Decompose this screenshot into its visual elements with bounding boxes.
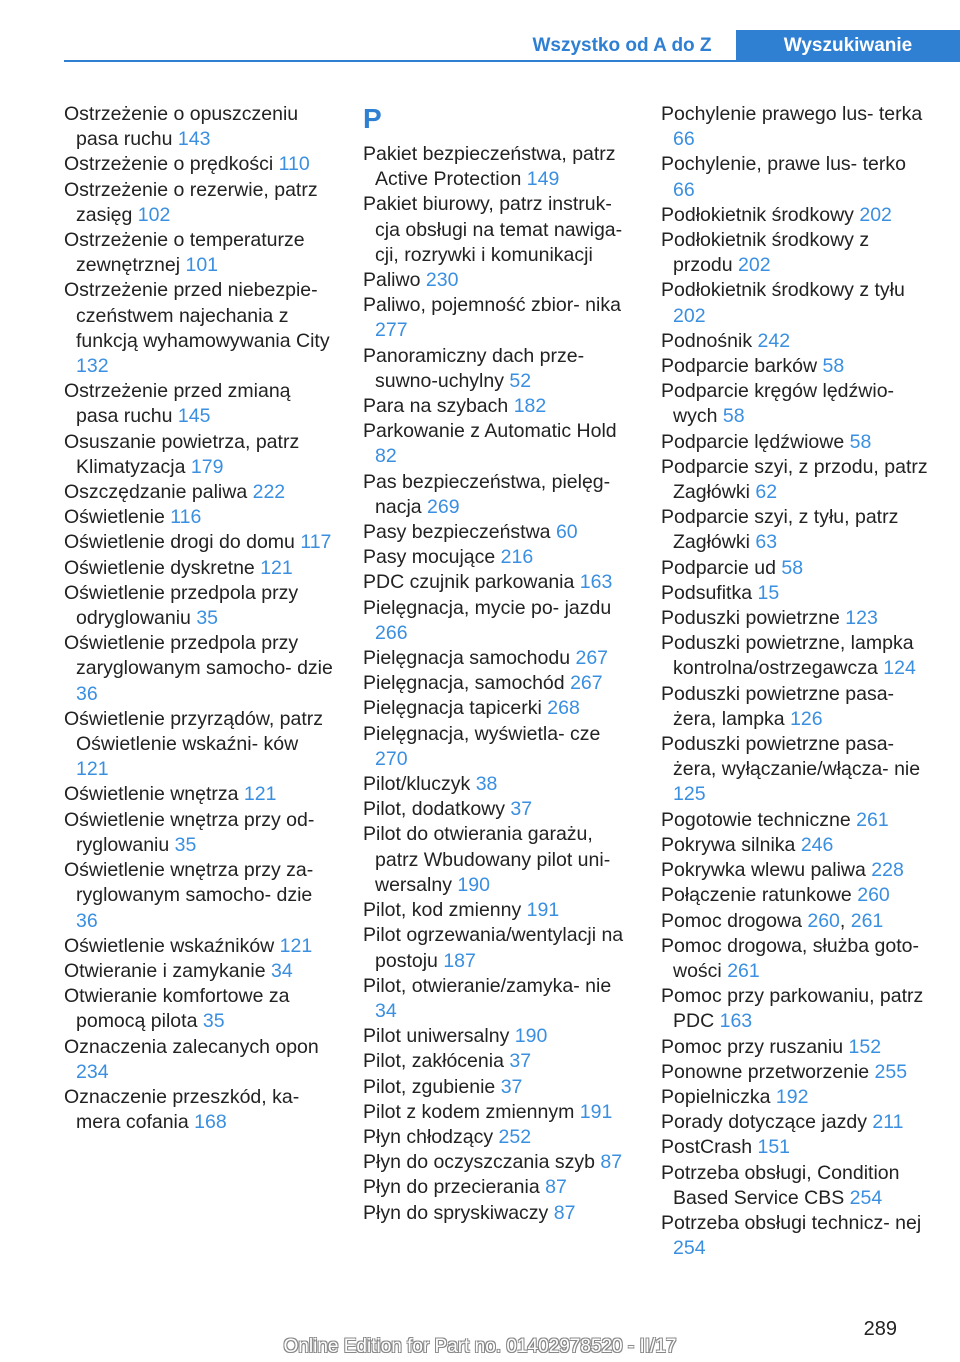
index-entry-text: Parkowanie z Automatic Hold — [363, 420, 617, 443]
page-reference-link[interactable]: 124 — [883, 657, 916, 680]
page-reference-link[interactable]: 202 — [738, 254, 771, 277]
index-entry-text: Pilot, dodatkowy — [363, 798, 505, 821]
index-entry-text: Oświetlenie wnętrza przy za‐ ryglowanym samocho‐ dzie — [64, 859, 314, 907]
index-entry — [363, 268, 635, 293]
index-entry-text: Pomoc przy parkowaniu, patrz PDC — [661, 985, 924, 1033]
index-entry-text: Oświetlenie przedpola przy zaryglowanym samocho‐ dzie — [64, 632, 333, 680]
page-reference-link[interactable]: 121 — [260, 556, 293, 579]
index-entry-text: Oświetlenie — [64, 506, 165, 529]
index-entry-text: Płyn do przecierania — [363, 1176, 540, 1199]
index-entry-text: Płyn chłodzący — [363, 1125, 494, 1148]
index-entry-text: Oświetlenie wskaźników — [64, 934, 275, 957]
index-entry-text: Pilot z kodem zmiennym — [363, 1100, 575, 1123]
index-column-1 — [64, 102, 336, 1135]
index-entry-text: Paliwo, pojemność zbior‐ nika — [363, 294, 621, 317]
index-entry — [661, 430, 933, 455]
page-reference-link[interactable]: 191 — [579, 1100, 613, 1123]
index-entry — [363, 344, 635, 394]
page-reference-link[interactable]: 132 — [76, 355, 109, 378]
index-entry-text: Potrzeba obsługi, Condition Based Service CBS — [661, 1161, 900, 1209]
page-reference-link[interactable]: 261 — [856, 808, 889, 831]
index-entry — [661, 1161, 933, 1211]
index-entry-text: Podłokietnik środkowy z tyłu — [661, 279, 905, 302]
page-reference-link[interactable]: 261 — [727, 959, 760, 982]
index-entry-text: Para na szybach — [363, 395, 509, 418]
page-reference-link[interactable]: 126 — [790, 707, 823, 730]
index-entry-text: Otwieranie komfortowe za pomocą pilota — [64, 985, 290, 1033]
page-number: 289 — [863, 1318, 897, 1340]
page-reference-link[interactable]: 121 — [76, 758, 109, 781]
index-entry-text: Pomoc przy ruszaniu — [661, 1035, 844, 1058]
index-entry-text: Poduszki powietrzne pasa‐ żera, lampka — [661, 682, 895, 730]
page-reference-link[interactable]: 202 — [673, 304, 706, 327]
index-entry — [363, 646, 635, 671]
index-entry-text: Pilot, zakłócenia — [363, 1050, 504, 1073]
index-entry — [363, 142, 635, 192]
page-reference-link[interactable]: 34 — [375, 999, 397, 1022]
page-reference-link[interactable]: 254 — [849, 1186, 883, 1209]
index-entry-text: Pakiet biurowy, patrz instruk‐ cja obsługi na temat nawiga‐ cji, rozrywki i komunikacji — [363, 193, 623, 266]
index-entry-text: Pielęgnacja, samochód — [363, 672, 565, 695]
page-header — [0, 0, 960, 60]
page-reference-link[interactable]: 66 — [673, 178, 695, 201]
index-entry — [661, 278, 933, 328]
index-entry-text: Poduszki powietrzne, lampka kontrolna/ostrzegawcza — [661, 632, 914, 680]
index-entry — [661, 379, 933, 429]
index-entry-text: Otwieranie i zamykanie — [64, 959, 266, 982]
index-entry — [64, 505, 336, 530]
index-entry — [363, 822, 635, 898]
page-reference-link[interactable]: 255 — [874, 1060, 908, 1083]
page-reference-link[interactable]: 116 — [170, 506, 202, 529]
index-entry — [661, 455, 933, 505]
index-entry — [64, 782, 336, 807]
page-reference-link[interactable]: 52 — [509, 369, 532, 392]
index-entry — [661, 631, 933, 681]
page-reference-link[interactable]: 192 — [775, 1085, 809, 1108]
section-tab-a-to-z[interactable]: Wszystko od A do Z — [532, 34, 712, 56]
index-column-2 — [363, 102, 635, 1226]
index-entry — [661, 152, 933, 202]
index-entry — [363, 293, 635, 343]
index-entry — [64, 858, 336, 934]
index-entry-text: Podparcie barków — [661, 355, 818, 378]
index-entry: Pomoc drogowa 260, 261 — [661, 909, 884, 932]
index-entry-text: Podparcie ud — [661, 556, 776, 579]
page-reference-link[interactable]: 102 — [137, 203, 171, 226]
index-entry — [661, 1110, 933, 1135]
index-entry-text: Osuszanie powietrza, patrz Klimatyzacja — [64, 430, 300, 478]
page-reference-link[interactable]: 62 — [755, 481, 778, 504]
index-entry — [661, 984, 933, 1034]
index-entry — [661, 934, 933, 984]
page-reference-link[interactable]: 38 — [475, 773, 498, 796]
index-entry-text: Podparcie szyi, z przodu, patrz Zagłówki — [661, 455, 928, 504]
index-entry — [363, 1125, 635, 1150]
index-entry — [363, 545, 635, 570]
page-reference-link[interactable]: 36 — [76, 909, 98, 932]
index-entry — [363, 470, 635, 520]
index-entry — [363, 671, 635, 696]
page-reference-link[interactable]: 87 — [553, 1201, 576, 1224]
index-entry — [363, 923, 635, 973]
index-entry-text: Pielęgnacja, wyświetla‐ cze — [363, 722, 601, 745]
index-entry-text: Poduszki powietrzne — [661, 607, 840, 630]
page-reference-link[interactable]: 35 — [196, 607, 219, 630]
index-entry — [363, 1024, 635, 1049]
index-entry-text: Płyn do spryskiwaczy — [363, 1201, 549, 1224]
index-column-3 — [661, 102, 933, 1261]
page-reference-link[interactable]: 261 — [850, 909, 884, 932]
index-entry-text: Oznaczenia zalecanych opon — [64, 1035, 319, 1058]
index-entry — [661, 682, 933, 732]
page-reference-link[interactable]: 187 — [443, 949, 476, 972]
index-entry — [661, 1211, 933, 1261]
index-entry-text: Ostrzeżenie o prędkości — [64, 153, 274, 176]
index-entry — [64, 1085, 336, 1135]
index-entry-text: Pas bezpieczeństwa, pielęg‐ nacja — [363, 470, 611, 518]
page-reference-link[interactable]: 63 — [755, 531, 778, 554]
index-entry-text: Podparcie szyi, z tyłu, patrz Zagłówki — [661, 506, 899, 554]
index-entry-text: PostCrash — [661, 1136, 753, 1159]
index-entry-text: Podłokietnik środkowy z przodu — [661, 229, 870, 277]
index-entry-text: Pilot ogrzewania/wentylacji na postoju — [363, 924, 624, 972]
page-reference-link[interactable]: 145 — [177, 405, 211, 428]
page-reference-link[interactable]: 125 — [673, 783, 706, 806]
index-entry-text: Oświetlenie przyrządów, patrz Oświetlenie wskaźni‐ ków — [64, 707, 324, 756]
index-entry-text: Poduszki powietrzne pasa‐ żera, wyłączanie/włącza‐ nie — [661, 733, 921, 781]
index-entry-text: Podparcie kręgów lędźwio‐ wych — [661, 380, 895, 428]
page-reference-link[interactable]: 266 — [375, 621, 408, 644]
index-entry — [363, 596, 635, 646]
page-reference-link[interactable]: 254 — [673, 1237, 706, 1260]
index-entry-text: Podnośnik — [661, 329, 753, 352]
page-reference-link[interactable]: 143 — [177, 128, 211, 151]
index-entry — [661, 556, 933, 581]
index-entry — [363, 419, 635, 469]
page-reference-link[interactable]: 37 — [509, 1050, 532, 1073]
index-entry — [64, 480, 336, 505]
index-entry — [363, 722, 635, 772]
index-entry — [363, 898, 635, 923]
page-reference-link[interactable]: 66 — [673, 128, 695, 151]
index-entry — [661, 1085, 933, 1110]
index-entry — [661, 833, 933, 858]
page-reference-link[interactable]: 234 — [76, 1060, 109, 1083]
index-entry — [661, 1060, 933, 1085]
index-entry — [363, 1075, 635, 1100]
index-entry-text: Pielęgnacja samochodu — [363, 647, 571, 670]
page-reference-link[interactable]: 260 — [857, 884, 890, 907]
index-entry-text: Paliwo — [363, 269, 421, 292]
page-reference-link[interactable]: 190 — [514, 1025, 548, 1048]
page-reference-link[interactable]: 242 — [757, 329, 791, 352]
page-reference-link[interactable]: 179 — [190, 455, 224, 478]
index-entry-text: Pomoc drogowa, służba goto‐ wości — [661, 934, 919, 982]
index-entry-text: Pilot, kod zmienny — [363, 899, 522, 922]
index-entry-text: Podparcie lędźwiowe — [661, 430, 845, 453]
page-reference-link[interactable]: 121 — [243, 783, 277, 806]
index-entry-text: Oświetlenie wnętrza przy od‐ ryglowaniu — [64, 808, 315, 856]
index-entry-text: Ostrzeżenie przed zmianą pasa ruchu — [64, 380, 291, 428]
index-entry — [363, 570, 635, 595]
index-entry-text: Podsufitka — [661, 581, 753, 604]
index-entry — [363, 520, 635, 545]
index-entry-text: Oznaczenie przeszkód, ka‐ mera cofania — [64, 1085, 300, 1134]
footer-edition: Online Edition for Part no. 01402978520 - II/17 — [283, 1336, 677, 1357]
page-reference-link[interactable]: 268 — [547, 697, 580, 720]
page-reference-link[interactable]: 149 — [526, 168, 560, 191]
index-entry-text: Pilot/kluczyk — [363, 773, 471, 796]
page-reference-link[interactable]: 37 — [510, 798, 533, 821]
index-entry — [64, 581, 336, 631]
index-entry — [661, 505, 933, 555]
index-entry — [661, 808, 933, 833]
page-reference-link[interactable]: 117 — [300, 531, 332, 554]
index-entry-text: Płyn do oczyszczania szyb — [363, 1151, 595, 1174]
page-reference-link[interactable]: 190 — [457, 873, 490, 896]
page-reference-link[interactable]: 152 — [848, 1035, 882, 1058]
index-entry-text: Pasy bezpieczeństwa — [363, 521, 551, 544]
index-entry-text: PDC czujnik parkowania — [363, 571, 575, 594]
page-reference-link[interactable]: 37 — [500, 1075, 523, 1098]
index-entry — [661, 606, 933, 631]
page-reference-link[interactable]: 36 — [76, 682, 98, 705]
index-entry-text: Oszczędzanie paliwa — [64, 481, 248, 504]
index-entry-text: Ostrzeżenie o temperaturze zewnętrznej — [64, 229, 305, 277]
page-reference-link[interactable]: 252 — [498, 1125, 532, 1148]
index-entry — [64, 631, 336, 707]
index-entry — [363, 192, 635, 268]
page-reference-link[interactable]: 87 — [600, 1151, 623, 1174]
index-entry-text: Oświetlenie dyskretne — [64, 556, 255, 579]
index-entry — [661, 858, 933, 883]
index-entry-text: Pasy mocujące — [363, 546, 496, 569]
index-entry — [64, 1035, 336, 1085]
page-reference-link[interactable]: 230 — [425, 269, 459, 292]
page-reference-link[interactable]: 163 — [579, 571, 613, 594]
page-reference-link[interactable]: 228 — [871, 859, 904, 882]
page-reference-link[interactable]: 58 — [849, 430, 872, 453]
page-reference-link[interactable]: 277 — [375, 319, 408, 342]
index-entry-text: Pomoc drogowa — [661, 909, 802, 932]
index-entry-text: Pokrywa silnika — [661, 833, 796, 856]
index-entry — [363, 974, 635, 1024]
page-reference-link[interactable]: 211 — [872, 1111, 904, 1134]
index-entry-text: Pielęgnacja, mycie po‐ jazdu — [363, 596, 612, 619]
index-entry — [64, 278, 336, 379]
index-entry-text: Oświetlenie przedpola przy odryglowaniu — [64, 581, 299, 630]
index-entry — [64, 959, 336, 984]
page-reference-link[interactable]: 163 — [719, 1010, 753, 1033]
page-reference-link[interactable]: 216 — [500, 546, 534, 569]
index-entry — [64, 556, 336, 581]
page-reference-link[interactable]: 267 — [570, 672, 603, 695]
page-reference-link[interactable]: 101 — [185, 254, 219, 277]
page-reference-link[interactable]: 35 — [174, 833, 197, 856]
header-rule — [64, 60, 960, 62]
index-entry-text: Pilot do otwierania garażu, patrz Wbudowany pilot uni‐ wersalny — [363, 823, 611, 896]
page-reference-link[interactable]: 151 — [757, 1136, 791, 1159]
index-entry — [64, 808, 336, 858]
page-reference-link[interactable]: 121 — [279, 934, 313, 957]
index-entry-text: Połączenie ratunkowe — [661, 884, 852, 907]
index-entry — [64, 379, 336, 429]
index-entry — [363, 1150, 635, 1175]
page-reference-link[interactable]: 123 — [845, 607, 878, 630]
page-reference-link[interactable]: 60 — [555, 521, 578, 544]
page-reference-link[interactable]: 15 — [757, 581, 780, 604]
index-entry-text: Porady dotyczące jazdy — [661, 1111, 867, 1134]
index-entry — [64, 984, 336, 1034]
page-reference-link[interactable]: 191 — [526, 899, 560, 922]
page-reference-link[interactable]: 270 — [375, 747, 408, 770]
index-entry-text: Pokrywka wlewu paliwa — [661, 859, 866, 882]
index-entry — [64, 228, 336, 278]
index-entry — [661, 581, 933, 606]
index-entry — [64, 430, 336, 480]
index-entry — [363, 696, 635, 721]
index-entry-text: Pochylenie, prawe lus‐ terko — [661, 153, 906, 176]
page-reference-link[interactable]: 269 — [427, 495, 460, 518]
index-entry — [363, 797, 635, 822]
index-entry — [363, 772, 635, 797]
index-entry-text: Ostrzeżenie o rezerwie, patrz zasięg — [64, 178, 318, 226]
index-entry-text: Pielęgnacja tapicerki — [363, 697, 542, 720]
page-reference-link[interactable]: 260 — [807, 909, 840, 932]
page-reference-link[interactable]: 267 — [575, 647, 609, 670]
page-reference-link[interactable]: 202 — [859, 203, 892, 226]
page-reference-link[interactable]: 182 — [513, 395, 547, 418]
index-entry-text: Pilot, otwieranie/zamyka‐ nie — [363, 974, 612, 997]
index-entry — [661, 203, 933, 228]
index-entry — [363, 1175, 635, 1200]
index-entry — [363, 1201, 635, 1226]
index-entry — [661, 1035, 933, 1060]
page-reference-link[interactable]: 35 — [202, 1010, 225, 1033]
page-reference-link[interactable]: 58 — [781, 556, 804, 579]
index-letter-heading: P — [363, 103, 382, 134]
page-reference-link[interactable]: 58 — [822, 355, 845, 378]
index-entry — [363, 1049, 635, 1074]
index-entry-text: Pakiet bezpieczeństwa, patrz Active Protection — [363, 143, 616, 191]
index-entry-text: Panoramiczny dach prze‐ suwno-uchylny — [363, 344, 585, 392]
page-reference-link[interactable]: 246 — [800, 833, 834, 856]
index-entry-text: Ponowne przetworzenie — [661, 1060, 870, 1083]
page-reference-link[interactable]: 110 — [278, 153, 310, 176]
index-entry-text: Ostrzeżenie przed niebezpie‐ czeństwem najechania z funkcją wyhamowywania City — [64, 279, 330, 352]
index-entry-text: Potrzeba obsługi technicz‐ nej — [661, 1211, 922, 1234]
index-entry-text: Pilot, zgubienie — [363, 1075, 496, 1098]
index-entry — [64, 178, 336, 228]
page-reference-link[interactable]: 34 — [271, 959, 293, 982]
index-entry — [64, 530, 336, 555]
index-entry — [661, 732, 933, 808]
index-entry-text: Popielniczka — [661, 1085, 771, 1108]
index-entry-text: Pilot uniwersalny — [363, 1025, 510, 1048]
page-reference-link[interactable]: 82 — [375, 445, 397, 468]
index-entry — [661, 102, 933, 152]
index-entry-text: Pogotowie techniczne — [661, 808, 851, 831]
page-reference-link[interactable]: 222 — [252, 481, 286, 504]
index-entry — [661, 228, 933, 278]
index-entry — [363, 1100, 635, 1125]
index-entry-text: Oświetlenie drogi do domu — [64, 531, 295, 554]
index-entry — [661, 354, 933, 379]
index-entry — [661, 329, 933, 354]
index-entry — [64, 152, 336, 177]
page-reference-link[interactable]: 58 — [722, 405, 745, 428]
index-entry — [661, 883, 933, 908]
section-tab-search[interactable]: Wyszukiwanie — [736, 30, 960, 61]
index-entry — [363, 394, 635, 419]
page-reference-link[interactable]: 168 — [194, 1111, 227, 1134]
index-entry-text: Podłokietnik środkowy — [661, 203, 854, 226]
index-entry-text: Ostrzeżenie o opuszczeniu pasa ruchu — [64, 103, 299, 151]
index-entry — [64, 934, 336, 959]
index-entry — [64, 102, 336, 152]
index-entry-text: Oświetlenie wnętrza — [64, 783, 239, 806]
index-entry-text: Pochylenie prawego lus‐ terka — [661, 103, 923, 125]
index-entry — [661, 1135, 933, 1160]
page-reference-link[interactable]: 87 — [545, 1176, 567, 1199]
index-entry — [64, 707, 336, 783]
